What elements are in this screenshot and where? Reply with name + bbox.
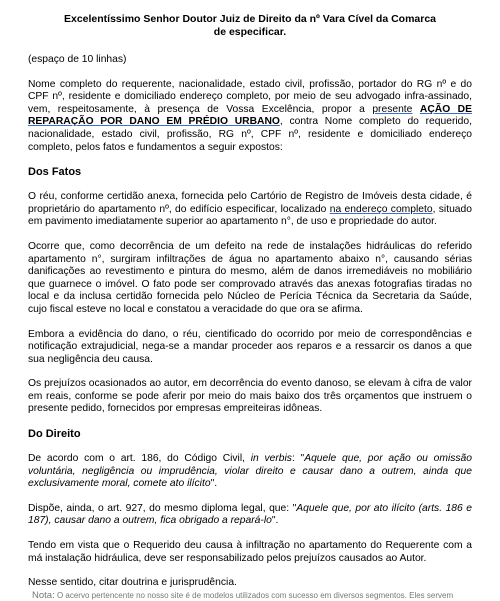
heading-direito: Do Direito: [28, 428, 81, 441]
direito-paragraph-3: Tendo em vista que o Requerido deu causa à infiltração no apartamento do Requerente com a má instalação hidráulica, deve ser responsabilizado pelos prejuízos causados ao Autor.: [28, 540, 472, 564]
heading-fatos: Dos Fatos: [28, 166, 82, 179]
intro-underlined-word: presente: [372, 103, 413, 115]
fatos1-text-c: , situado em pavimento imediatamente superior ao apartamento n°, de uso e propriedade do autor.: [28, 203, 472, 228]
intro-text-d: , contra Nome completo do requerido, nacionalidade, estado civil, profissão, RG nº, CPF nº, residente e domiciliado endereço completo, pelos fatos e fundamentos a seguir expostos:: [28, 116, 472, 153]
intro-paragraph: [28, 79, 472, 155]
document-page: [28, 0, 472, 590]
direito2-text-a: Dispõe, ainda, o art. 927, do mesmo diploma legal, que: ": [28, 502, 297, 514]
intro-text-a: Nome completo do requerente, nacionalidade, estado civil, profissão, portador do RG nº e do CPF nº, residente e domiciliado endereço completo, por meio de seu advogado infra-assinado, vem, respeitosamente, à presença de Vossa Excelência, propor a: [28, 78, 472, 115]
direito2-text-c: ".: [271, 515, 279, 527]
fatos-paragraph-3: Embora a evidência do dano, o réu, cientificado do ocorrido por meio de correspondências e notificação extrajudicial, nega-se a mandar proceder aos reparos e a ressarcir os danos a que sua negligência deu causa.: [28, 328, 472, 365]
direito-paragraph-1: [28, 453, 472, 491]
space-note: (espaço de 10 linhas): [28, 54, 127, 65]
footer-note: [32, 590, 500, 601]
address-underlined: na endereço completo: [329, 203, 433, 215]
direito1-text-e: ".: [210, 478, 218, 490]
art-927-quote: Aquele que, por ato ilícito (arts. 186 e 187), causar dano a outrem, fica obrigado a repará-lo: [28, 502, 472, 527]
direito1-text-a: De acordo com o art. 186, do Código Civil,: [28, 453, 251, 465]
direito-paragraph-2: [28, 503, 472, 528]
art-186-quote: Aquele que, por ação ou omissão voluntária, negligência ou imprudência, violar direito e causar dano a outrem, ainda que exclusivamente moral, comete ato ilícito: [28, 453, 472, 490]
direito-paragraph-4: Nesse sentido, citar doutrina e jurisprudência.: [28, 577, 237, 589]
fatos-paragraph-1: [28, 191, 472, 229]
fatos-paragraph-2: Ocorre que, como decorrência de um defeito na rede de instalações hidráulicas do referido apartamento n°, surgiram infiltrações de água no apartamento abaixo n°, causando sérias danificações ao revestimento e pintura do mesmo, além de danos irremediáveis no mobiliário que guarnece o imóvel. O fato pode ser comprovado através das anexas fotografias tiradas no local e da inclusa certidão fornecida pelo Núcleo de Perícia Técnica da Secretaria da Saúde, cujo fiscal esteve no local e constatou a veracidade do que ora se afirma.: [28, 240, 472, 315]
title-line-2: de especificar.: [213, 26, 287, 38]
fatos1-text-a: O réu, conforme certidão anexa, fornecida pelo Cartório de Registro de Imóveis desta cidade, é proprietário do apartamento nº, do edifício especificar, localizado: [28, 191, 472, 215]
fatos-paragraph-4: Os prejuízos ocasionados ao autor, em decorrência do evento danoso, se elevam à cifra de valor em reais, conforme se pode aferir por meio do mais baixo dos três orçamentos que instruem o presente pedido, fornecidos por empresas empreiteiras idôneas.: [28, 378, 472, 415]
document-title: [28, 13, 472, 39]
in-verbis: in verbis: [250, 453, 292, 465]
direito1-text-c: : ": [291, 453, 305, 465]
title-line-1: Excelentíssimo Senhor Doutor Juiz de Direito da nº Vara Cível da Comarca: [63, 13, 437, 25]
action-name: AÇÃO DE REPARAÇÃO POR DANO EM PRÉDIO URBANO: [28, 103, 472, 128]
footer-note-label: Nota:: [32, 590, 55, 601]
footer-note-text: O acervo pertencente no nosso site é de modelos utilizados com sucesso em diversos segmentos. Eles servem: [54, 591, 454, 600]
